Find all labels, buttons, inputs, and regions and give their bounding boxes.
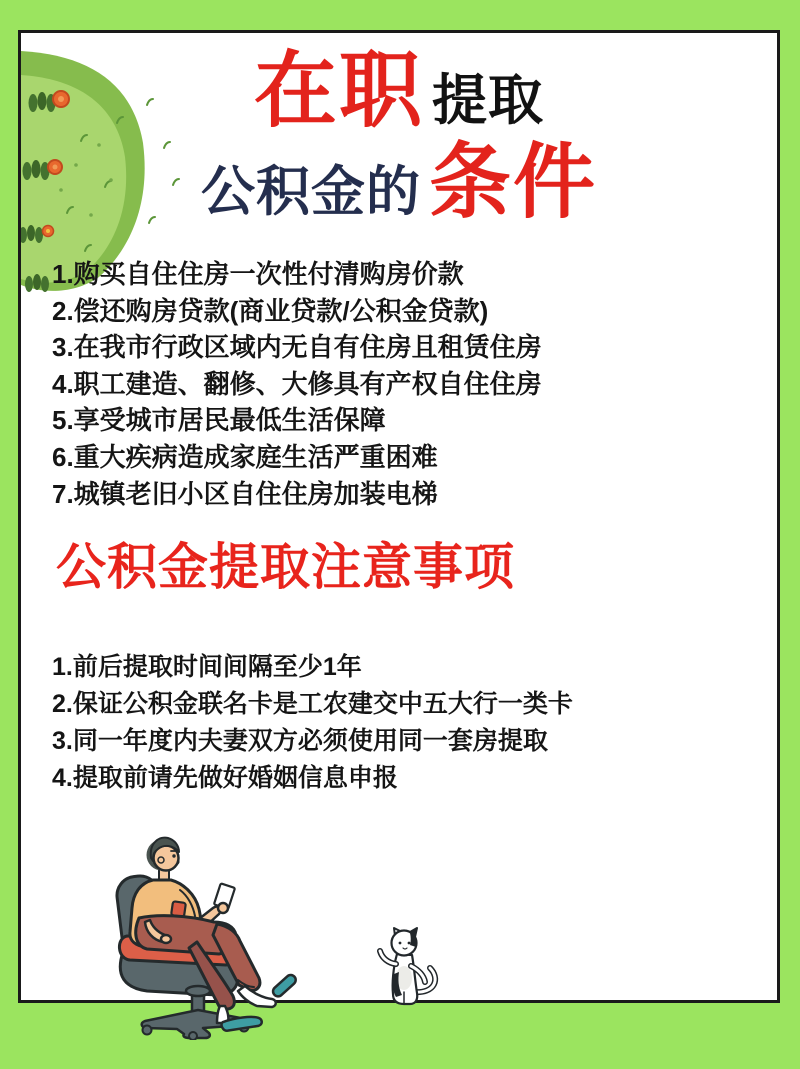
notes-section-heading: 公积金提取注意事项 — [56, 539, 515, 595]
cat-head — [392, 928, 418, 956]
note-item: 1.前后提取时间间隔至少1年 — [52, 653, 362, 681]
notes-list — [52, 649, 767, 797]
title-segment-tiqu: 提取 — [431, 69, 544, 131]
condition-item: 7.城镇老旧小区自住住房加装电梯 — [52, 478, 438, 509]
page-title — [21, 44, 777, 228]
condition-item: 5.享受城市居民最低生活保障 — [52, 405, 386, 436]
dangling-slipper — [271, 973, 298, 998]
condition-item: 6.重大疾病造成家庭生活严重困难 — [52, 441, 438, 472]
condition-item: 3.在我市行政区域内无自有住房且租赁住房 — [52, 332, 542, 363]
title-line-2 — [21, 137, 777, 228]
cat-illustration — [366, 926, 446, 1011]
note-item: 4.提取前请先做好婚姻信息申报 — [52, 764, 398, 792]
condition-item: 2.偿还购房贷款(商业贷款/公积金贷款) — [52, 295, 489, 326]
note-item: 2.保证公积金联名卡是工农建交中五大行一类卡 — [52, 690, 573, 718]
conditions-list — [52, 256, 767, 512]
title-segment-tiaojian: 条件 — [428, 137, 597, 228]
title-segment-zaizhi: 在职 — [253, 44, 424, 137]
condition-item: 1.购买自住住房一次性付清购房价款 — [52, 259, 464, 289]
condition-item: 4.职工建造、翻修、大修具有产权自住住房 — [52, 368, 542, 399]
note-item: 3.同一年度内夫妻双方必须使用同一套房提取 — [52, 727, 548, 755]
man-head — [147, 838, 180, 882]
title-line-1 — [21, 44, 777, 137]
flower-cluster — [25, 274, 49, 292]
title-segment-gongjijin: 公积金的 — [200, 162, 421, 222]
man-in-chair-illustration — [85, 828, 315, 1040]
